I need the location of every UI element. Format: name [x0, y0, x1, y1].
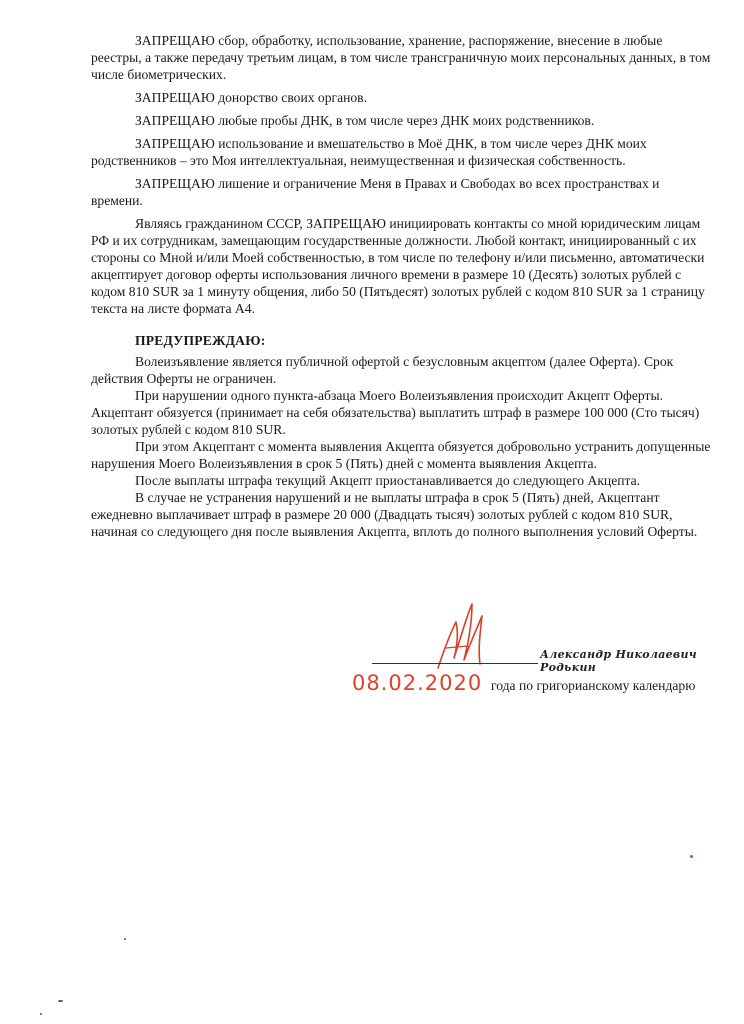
scan-speck — [40, 1013, 42, 1015]
warning-remediation: При этом Акцептант с момента выявления Акцепта обязуется добровольно устранить допущенные нарушения Моего Волеизъявления в срок 5 (Пять) дней с момента выявления Акцепта. — [91, 439, 711, 471]
paragraph-ban-organ-donation: ЗАПРЕЩАЮ донорство своих органов. — [135, 90, 368, 105]
paragraph-ban-dna-use: ЗАПРЕЩАЮ использование и вмешательство в Моё ДНК, в том числе через ДНК моих родственников – это Моя интеллектуальная, неимущественная и физическая собственность. — [91, 136, 647, 168]
scan-speck — [690, 855, 693, 858]
signatory-name: Александр Николаевич Родькин — [540, 648, 697, 674]
warning-daily-penalty: В случае не устранения нарушений и не выплаты штрафа в срок 5 (Пять) дней, Акцептант ежедневно выплачивает штраф в размере 20 000 (Двадцать тысяч) золотых рублей с кодом 810 SUR, начиная со следующего дня после выявления Акцепта, вплоть до полного выполнения условий Оферты. — [91, 490, 698, 539]
paragraph-ban-rights-restriction: ЗАПРЕЩАЮ лишение и ограничение Меня в Правах и Свободах во всех пространствах и времени. — [91, 176, 660, 208]
handwritten-date: 08.02.2020 — [352, 671, 483, 695]
warning-acceptance: При нарушении одного пункта-абзаца Моего Волеизъявления происходит Акцепт Оферты. Акцептант обязуется (принимает на себя обязательства) выплатить штраф в размере 100 000 (Сто тысяч) золотых рублей с кодом 810 SUR. — [91, 388, 700, 437]
warning-heading: ПРЕДУПРЕЖДАЮ: — [135, 333, 266, 348]
handwritten-signature — [428, 600, 498, 672]
paragraph-ban-dna-tests: ЗАПРЕЩАЮ любые пробы ДНК, в том числе через ДНК моих родственников. — [135, 113, 595, 128]
scan-speck — [58, 1000, 63, 1002]
warning-offer: Волеизъявление является публичной офертой с безусловным акцептом (далее Оферта). Срок действия Оферты не ограничен. — [91, 354, 674, 386]
scan-speck — [124, 938, 126, 940]
paragraph-ban-personal-data: ЗАПРЕЩАЮ сбор, обработку, использование, хранение, распоряжение, внесение в любые реестры, а также передачу третьим лицам, в том числе трансграничную моих персональных данных, в том числе биометрических. — [91, 33, 711, 82]
document-body — [91, 32, 713, 540]
signature-line — [372, 663, 538, 664]
warning-suspension: После выплаты штрафа текущий Акцепт приостанавливается до следующего Акцепта. — [135, 473, 641, 488]
date-suffix: года по григорианскому календарю — [491, 678, 696, 693]
paragraph-ban-contacts: Являясь гражданином СССР, ЗАПРЕЩАЮ инициировать контакты со мной юридическим лицам РФ и их сотрудникам, замещающим государственные должности. Любой контакт, инициированный с их стороны со Мной и/или Моей собственностью, в том числе по телефону и/или письменно, автоматически акцептирует договор оферты использования личного времени в размере 10 (Десять) золотых рублей с кодом 810 SUR за 1 минуту общения, либо 50 (Пятьдесят) золотых рублей с кодом 810 SUR за 1 страницу текста на листе формата А4. — [91, 216, 705, 316]
